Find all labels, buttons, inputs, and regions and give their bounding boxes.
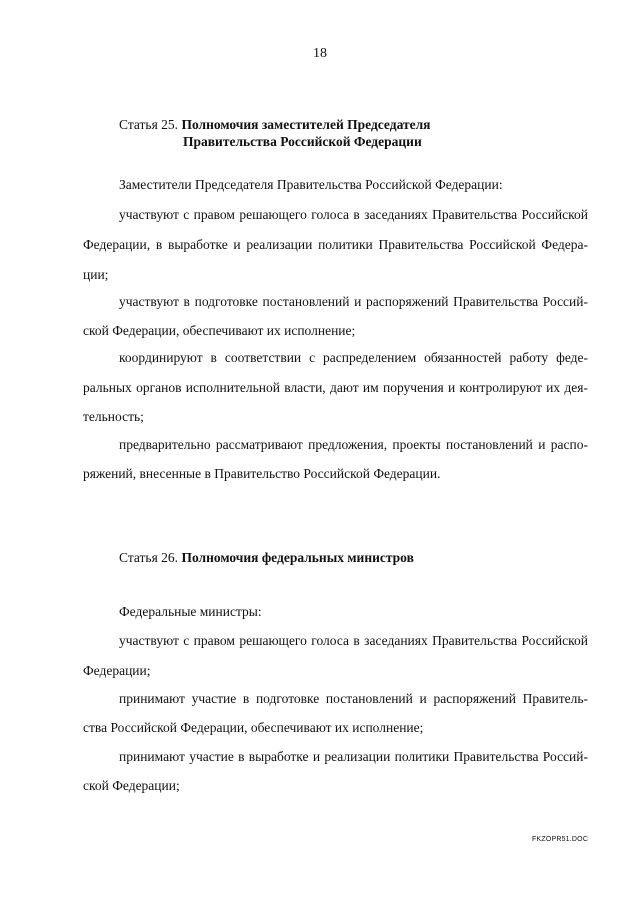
page-number: 18	[313, 46, 327, 61]
article-25-item-4-line-2: ряжений, внесенные в Правительство Российской Федерации.	[83, 466, 441, 481]
article-25-title-line1: Полномочия заместителей Председателя	[181, 117, 431, 132]
article-26-title: Полномочия федеральных министров	[181, 550, 414, 565]
article-26-prefix: Статья 26.	[119, 550, 179, 565]
article-25-item-1-line-2: Федерации, в выработке и реализации политики Правительства Российской Федера-	[83, 237, 588, 252]
article-26-item-2-line-2: ства Российской Федерации, обеспечивают их исполнение;	[83, 720, 424, 735]
article-25-item-2-line-1: участвуют в подготовке постановлений и распоряжений Правительства Россий-	[119, 294, 588, 309]
article-26-item-3-line-2: ской Федерации;	[83, 778, 180, 793]
article-26-item-3-line-1: принимают участие в выработке и реализации политики Правительства Россий-	[119, 749, 588, 764]
article-25-item-3-line-1: координируют в соответствии с распределением обязанностей работу феде-	[119, 350, 588, 365]
article-25-item-2-line-2: ской Федерации, обеспечивают их исполнение;	[83, 323, 356, 338]
article-25-item-1-line-3: ции;	[83, 267, 109, 282]
article-25-item-1-line-1: участвуют с правом решающего голоса в заседаниях Правительства Российской	[119, 207, 588, 222]
article-26-item-1-line-2: Федерации;	[83, 663, 151, 678]
document-file-code: FKZOPR51.DOC	[532, 836, 589, 843]
article-26-item-2-line-1: принимают участие в подготовке постановлений и распоряжений Правитель-	[119, 691, 588, 706]
article-26-item-1-line-1: участвуют с правом решающего голоса в заседаниях Правительства Российской	[119, 633, 588, 648]
article-26-intro: Федеральные министры:	[119, 604, 262, 619]
article-25-heading	[119, 116, 430, 133]
article-25-item-3-line-3: тельность;	[83, 409, 144, 424]
article-26-heading	[119, 549, 414, 566]
article-25-intro: Заместители Председателя Правительства Российской Федерации:	[119, 177, 503, 192]
article-25-title-line2: Правительства Российской Федерации	[183, 134, 422, 149]
article-25-item-3-line-2: ральных органов исполнительной власти, дают им поручения и контролируют их дея-	[83, 380, 588, 395]
article-25-item-4-line-1: предварительно рассматривают предложения, проекты постановлений и распо-	[119, 437, 588, 452]
article-25-prefix: Статья 25.	[119, 117, 179, 132]
